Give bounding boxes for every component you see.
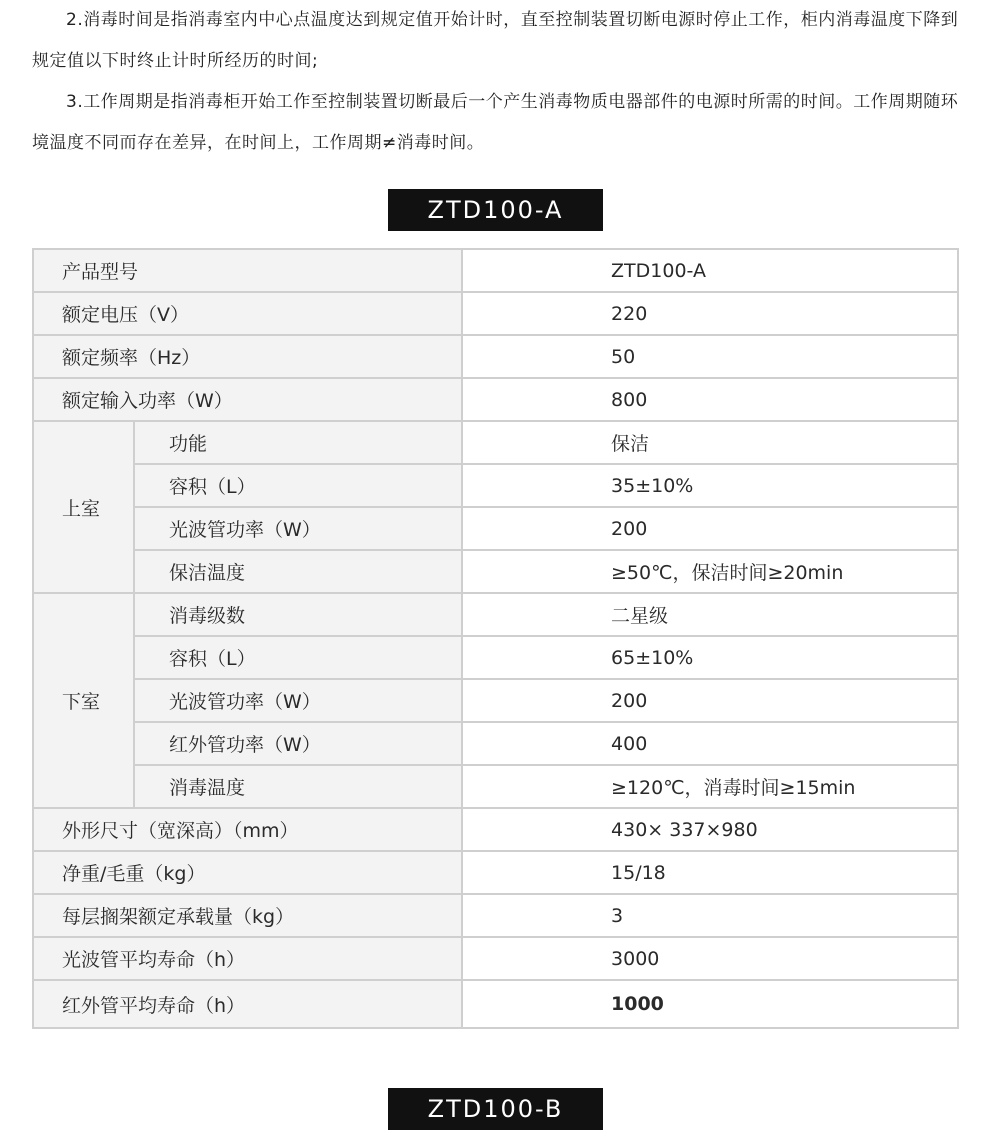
row-label: 保洁温度 <box>134 550 462 593</box>
table-row <box>33 765 958 808</box>
row-value: 35±10% <box>462 464 958 507</box>
row-value: 3 <box>462 894 958 937</box>
row-label: 额定电压（V） <box>33 292 462 335</box>
table-row <box>33 335 958 378</box>
intro-paragraph-3 <box>32 82 962 164</box>
table-row <box>33 894 958 937</box>
table-row <box>33 636 958 679</box>
row-label: 净重/毛重（kg） <box>33 851 462 894</box>
table-row <box>33 464 958 507</box>
table-row <box>33 593 958 636</box>
intro-paragraph-3-text: 3.工作周期是指消毒柜开始工作至控制装置切断最后一个产生消毒物质电器部件的电源时所需的时间。工作周期随环境温度不同而存在差异，在时间上，工作周期≠消毒时间。 <box>32 92 959 153</box>
row-label: 容积（L） <box>134 636 462 679</box>
row-value: 200 <box>462 507 958 550</box>
row-label: 额定频率（Hz） <box>33 335 462 378</box>
row-label: 光波管平均寿命（h） <box>33 937 462 980</box>
row-value: 15/18 <box>462 851 958 894</box>
row-value: ZTD100-A <box>462 249 958 292</box>
table-row <box>33 808 958 851</box>
table-row <box>33 507 958 550</box>
row-value: 400 <box>462 722 958 765</box>
row-value: 200 <box>462 679 958 722</box>
row-value: 65±10% <box>462 636 958 679</box>
row-value: 430× 337×980 <box>462 808 958 851</box>
row-label: 消毒级数 <box>134 593 462 636</box>
row-label: 每层搁架额定承载量（kg） <box>33 894 462 937</box>
table-row <box>33 980 958 1028</box>
table-row <box>33 292 958 335</box>
row-value: 保洁 <box>462 421 958 464</box>
row-label: 外形尺寸（宽深高）（mm） <box>33 808 462 851</box>
table-row <box>33 378 958 421</box>
row-label: 额定输入功率（W） <box>33 378 462 421</box>
row-label: 红外管平均寿命（h） <box>33 980 462 1028</box>
table-row <box>33 550 958 593</box>
spec-table-a <box>32 248 959 1029</box>
row-label: 光波管功率（W） <box>134 507 462 550</box>
row-value: 3000 <box>462 937 958 980</box>
table-row <box>33 249 958 292</box>
model-b-title: ZTD100-B <box>388 1088 603 1130</box>
table-row <box>33 421 958 464</box>
row-label: 光波管功率（W） <box>134 679 462 722</box>
row-value: 800 <box>462 378 958 421</box>
row-label: 红外管功率（W） <box>134 722 462 765</box>
row-value: ≥50℃，保洁时间≥20min <box>462 550 958 593</box>
table-row <box>33 722 958 765</box>
row-label: 产品型号 <box>33 249 462 292</box>
group-label-upper: 上室 <box>33 421 134 593</box>
intro-paragraph-2-text: 2.消毒时间是指消毒室内中心点温度达到规定值开始计时，直至控制装置切断电源时停止工作，柜内消毒温度下降到规定值以下时终止计时所经历的时间; <box>32 10 959 71</box>
row-value: 1000 <box>462 980 958 1028</box>
table-row <box>33 851 958 894</box>
row-label: 功能 <box>134 421 462 464</box>
row-value: 220 <box>462 292 958 335</box>
intro-paragraph-2 <box>32 0 962 82</box>
row-value: 二星级 <box>462 593 958 636</box>
table-row <box>33 679 958 722</box>
model-a-title: ZTD100-A <box>388 189 603 231</box>
group-label-lower: 下室 <box>33 593 134 808</box>
table-row <box>33 937 958 980</box>
row-value: 50 <box>462 335 958 378</box>
row-label: 消毒温度 <box>134 765 462 808</box>
row-value: ≥120℃，消毒时间≥15min <box>462 765 958 808</box>
row-label: 容积（L） <box>134 464 462 507</box>
